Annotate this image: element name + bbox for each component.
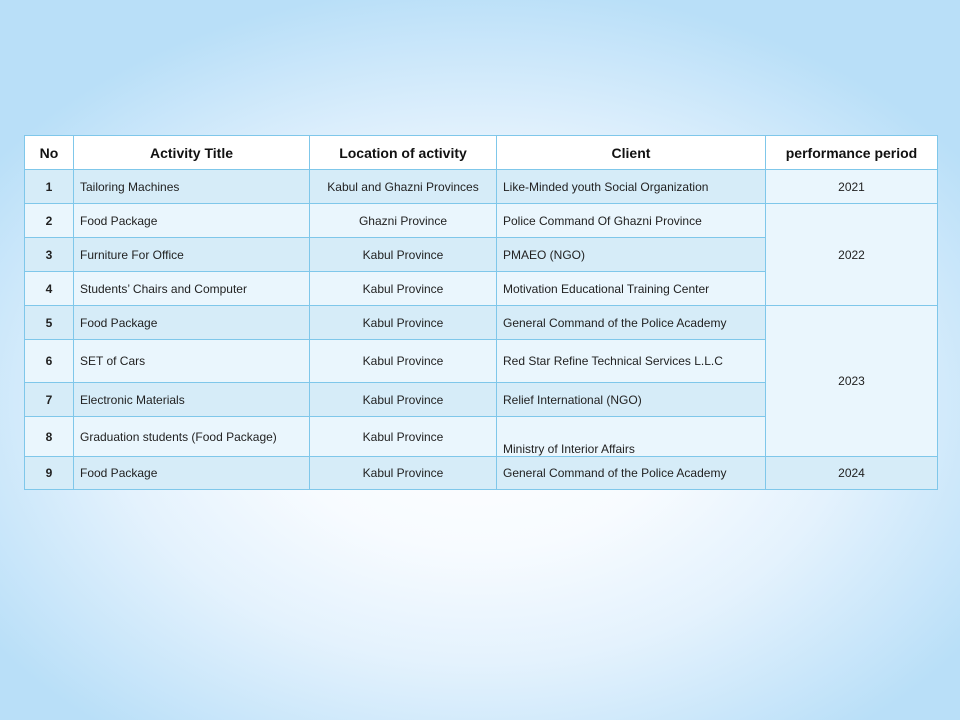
table-row <box>25 306 938 340</box>
activities-table <box>24 135 938 490</box>
activity-location: Kabul Province <box>310 457 497 490</box>
performance-period: 2024 <box>766 457 938 490</box>
table-row <box>25 457 938 490</box>
activity-title: Electronic Materials <box>74 383 310 417</box>
activity-location: Kabul and Ghazni Provinces <box>310 170 497 204</box>
activity-client: Motivation Educational Training Center <box>497 272 766 306</box>
activity-title: Graduation students (Food Package) <box>74 417 310 457</box>
performance-period: 2023 <box>766 306 938 457</box>
header-client: Client <box>497 136 766 170</box>
activity-title: Students’ Chairs and Computer <box>74 272 310 306</box>
row-number: 7 <box>25 383 74 417</box>
header-row <box>25 136 938 170</box>
activity-location: Kabul Province <box>310 238 497 272</box>
row-number: 9 <box>25 457 74 490</box>
header-location: Location of activity <box>310 136 497 170</box>
activity-client: Relief International (NGO) <box>497 383 766 417</box>
activity-title: Food Package <box>74 204 310 238</box>
activity-location: Ghazni Province <box>310 204 497 238</box>
row-number: 3 <box>25 238 74 272</box>
activity-client: Red Star Refine Technical Services L.L.C <box>497 340 766 383</box>
activity-title: Furniture For Office <box>74 238 310 272</box>
header-performance-period: performance period <box>766 136 938 170</box>
row-number: 4 <box>25 272 74 306</box>
activity-location: Kabul Province <box>310 306 497 340</box>
activity-title: Food Package <box>74 306 310 340</box>
activity-title: Tailoring Machines <box>74 170 310 204</box>
activity-title: SET of Cars <box>74 340 310 383</box>
activity-title: Food Package <box>74 457 310 490</box>
activity-client: PMAEO (NGO) <box>497 238 766 272</box>
activity-location: Kabul Province <box>310 340 497 383</box>
activity-location: Kabul Province <box>310 417 497 457</box>
activity-client: Police Command Of Ghazni Province <box>497 204 766 238</box>
row-number: 1 <box>25 170 74 204</box>
performance-period: 2021 <box>766 170 938 204</box>
activity-location: Kabul Province <box>310 272 497 306</box>
row-number: 6 <box>25 340 74 383</box>
header-no: No <box>25 136 74 170</box>
activity-client: Ministry of Interior Affairs <box>497 417 766 457</box>
activity-location: Kabul Province <box>310 383 497 417</box>
performance-period: 2022 <box>766 204 938 306</box>
row-number: 2 <box>25 204 74 238</box>
table-row <box>25 204 938 238</box>
activity-client: Like-Minded youth Social Organization <box>497 170 766 204</box>
table-row <box>25 170 938 204</box>
activity-client: General Command of the Police Academy <box>497 457 766 490</box>
activity-client: General Command of the Police Academy <box>497 306 766 340</box>
row-number: 5 <box>25 306 74 340</box>
header-activity-title: Activity Title <box>74 136 310 170</box>
row-number: 8 <box>25 417 74 457</box>
